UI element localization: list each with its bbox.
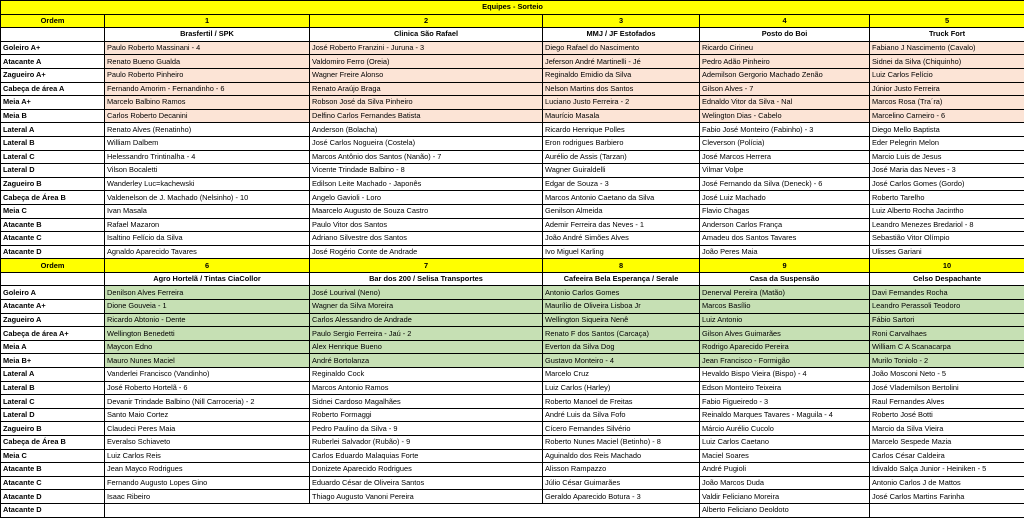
- player-cell[interactable]: Sidnei Cardoso Magalhães: [310, 395, 543, 409]
- player-row: [1, 300, 1024, 314]
- player-cell[interactable]: Maycon Edno: [105, 340, 310, 354]
- player-cell[interactable]: Murilo Toniolo - 2: [870, 354, 1024, 368]
- player-cell[interactable]: Paulo Roberto Massinani - 4: [105, 41, 310, 55]
- player-row: [1, 368, 1024, 382]
- player-row: [1, 408, 1024, 422]
- player-cell[interactable]: Cícero Fernandes Silvério: [543, 422, 700, 436]
- team-number-cell[interactable]: 6: [105, 259, 310, 273]
- player-cell[interactable]: Ricardo Cirineu: [700, 41, 870, 55]
- player-cell[interactable]: Vicente Trindade Balbino - 8: [310, 164, 543, 178]
- team-number-cell[interactable]: 2: [310, 14, 543, 28]
- empty-cell[interactable]: [1, 272, 105, 286]
- player-cell[interactable]: Aguinaldo dos Reis Machado: [543, 449, 700, 463]
- player-row: [1, 96, 1024, 110]
- player-cell[interactable]: Pedro Paulino da Silva - 9: [310, 422, 543, 436]
- player-cell[interactable]: Santo Maio Cortez: [105, 408, 310, 422]
- player-row: [1, 109, 1024, 123]
- position-cell[interactable]: Meia A: [1, 340, 105, 354]
- position-cell[interactable]: Lateral C: [1, 150, 105, 164]
- player-cell[interactable]: Renato Araújo Braga: [310, 82, 543, 96]
- position-cell[interactable]: Meia C: [1, 449, 105, 463]
- player-cell[interactable]: Renato Alves (Renatinho): [105, 123, 310, 137]
- player-cell[interactable]: Wanderley Luc=kachewski: [105, 177, 310, 191]
- player-cell[interactable]: William C A Scanacarpa: [870, 340, 1024, 354]
- player-cell[interactable]: Ivo Miguel Karling: [543, 245, 700, 259]
- position-cell[interactable]: Meia A+: [1, 96, 105, 110]
- player-cell[interactable]: Luiz Carlos Felício: [870, 68, 1024, 82]
- player-cell[interactable]: Luiz Alberto Rocha Jacintho: [870, 204, 1024, 218]
- team-name-cell[interactable]: Cafeeira Bela Esperança / Serale: [543, 272, 700, 286]
- player-cell[interactable]: Roberto José Botti: [870, 408, 1024, 422]
- player-cell[interactable]: José Vlademilson Bertolini: [870, 381, 1024, 395]
- team-number-cell[interactable]: 7: [310, 259, 543, 273]
- player-cell[interactable]: Flavio Chagas: [700, 204, 870, 218]
- player-cell[interactable]: Antonio Carlos Gomes: [543, 286, 700, 300]
- player-cell[interactable]: Maarcelo Augusto de Souza Castro: [310, 204, 543, 218]
- player-cell[interactable]: Eron rodrigues Barbiero: [543, 136, 700, 150]
- player-cell[interactable]: Amadeu dos Santos Tavares: [700, 232, 870, 246]
- player-cell[interactable]: João Marcos Duda: [700, 476, 870, 490]
- team-name-cell[interactable]: Truck Fort: [870, 28, 1024, 42]
- position-cell[interactable]: Atacante C: [1, 476, 105, 490]
- player-cell[interactable]: Marcos Rosa (Tra´ra): [870, 96, 1024, 110]
- team-name-row: [1, 28, 1024, 42]
- player-cell[interactable]: Paulo Vitor dos Santos: [310, 218, 543, 232]
- player-row: [1, 313, 1024, 327]
- player-cell[interactable]: João Mosconi Neto - 5: [870, 368, 1024, 382]
- player-cell[interactable]: Gilson Alves Guimarães: [700, 327, 870, 341]
- position-cell[interactable]: Atacante A: [1, 55, 105, 69]
- player-cell[interactable]: Valdenelson de J. Machado (Nelsinho) - 10: [105, 191, 310, 205]
- player-cell[interactable]: Carlos Eduardo Malaquias Forte: [310, 449, 543, 463]
- player-cell[interactable]: Mauro Nunes Maciel: [105, 354, 310, 368]
- position-cell[interactable]: Lateral D: [1, 164, 105, 178]
- player-cell[interactable]: Luciano Justo Ferreira - 2: [543, 96, 700, 110]
- player-cell[interactable]: Sebastião Vitor Olímpio: [870, 232, 1024, 246]
- team-name-cell[interactable]: Agro Hortelã / Tintas CiaCollor: [105, 272, 310, 286]
- position-cell[interactable]: Lateral A: [1, 123, 105, 137]
- player-cell[interactable]: Edson Monteiro Teixeira: [700, 381, 870, 395]
- position-cell[interactable]: Zagueiro B: [1, 422, 105, 436]
- player-cell[interactable]: Carlos Roberto Decanini: [105, 109, 310, 123]
- player-cell[interactable]: Fernando Augusto Lopes Gino: [105, 476, 310, 490]
- player-cell[interactable]: Pedro Adão Pinheiro: [700, 55, 870, 69]
- player-cell[interactable]: José Carlos Martins Farinha: [870, 490, 1024, 504]
- player-cell[interactable]: Jean Mayco Rodrigues: [105, 463, 310, 477]
- team-number-row: [1, 14, 1024, 28]
- player-cell[interactable]: Ricardo Henrique Polles: [543, 123, 700, 137]
- player-cell[interactable]: Vilson Bocaletti: [105, 164, 310, 178]
- player-cell[interactable]: Claudeci Peres Maia: [105, 422, 310, 436]
- team-name-cell[interactable]: Posto do Boi: [700, 28, 870, 42]
- team-name-cell[interactable]: Bar dos 200 / Selisa Transportes: [310, 272, 543, 286]
- player-cell[interactable]: Anderson Carlos França: [700, 218, 870, 232]
- player-cell[interactable]: José Rogério Conte de Andrade: [310, 245, 543, 259]
- player-cell[interactable]: Rodrigo Aparecido Pereira: [700, 340, 870, 354]
- player-cell[interactable]: Roberto Formaggi: [310, 408, 543, 422]
- player-cell[interactable]: Paulo Sergio Ferreira - Jaú - 2: [310, 327, 543, 341]
- player-cell[interactable]: Marcio da Silva Vieira: [870, 422, 1024, 436]
- player-cell[interactable]: Leandro Perassoli Teodoro: [870, 300, 1024, 314]
- player-cell[interactable]: Genilson Almeida: [543, 204, 700, 218]
- player-row: [1, 476, 1024, 490]
- empty-cell[interactable]: [105, 503, 700, 517]
- player-cell[interactable]: Maurílio de Oliveira Lisboa Jr: [543, 300, 700, 314]
- player-cell[interactable]: José Carlos Gomes (Gordo): [870, 177, 1024, 191]
- player-cell[interactable]: Gustavo Monteiro - 4: [543, 354, 700, 368]
- player-cell[interactable]: Nelson Martins dos Santos: [543, 82, 700, 96]
- player-cell[interactable]: José Maria das Neves - 3: [870, 164, 1024, 178]
- player-cell[interactable]: José Luiz Machado: [700, 191, 870, 205]
- player-row: [1, 177, 1024, 191]
- position-cell[interactable]: Cabeça de área A+: [1, 327, 105, 341]
- player-cell[interactable]: Edgar de Souza - 3: [543, 177, 700, 191]
- player-cell[interactable]: Devanir Trindade Balbino (Nill Carroceria) - 2: [105, 395, 310, 409]
- player-cell[interactable]: Júlio César Guimarães: [543, 476, 700, 490]
- position-cell[interactable]: Cabeça de Área B: [1, 436, 105, 450]
- player-cell[interactable]: Eduardo César de Oliveira Santos: [310, 476, 543, 490]
- player-cell[interactable]: Marcelo Sespede Mazia: [870, 436, 1024, 450]
- player-cell[interactable]: Marcos Antonio Ramos: [310, 381, 543, 395]
- player-row: [1, 395, 1024, 409]
- sheet-body: [1, 1, 1024, 518]
- position-cell[interactable]: Zagueiro A: [1, 313, 105, 327]
- player-cell[interactable]: Roberto Manoel de Freitas: [543, 395, 700, 409]
- player-cell[interactable]: Vilmar Volpe: [700, 164, 870, 178]
- player-cell[interactable]: Diego Rafael do Nascimento: [543, 41, 700, 55]
- position-cell[interactable]: Lateral B: [1, 381, 105, 395]
- player-row: [1, 191, 1024, 205]
- player-row: [1, 463, 1024, 477]
- player-cell[interactable]: Valdir Feliciano Moreira: [700, 490, 870, 504]
- position-cell[interactable]: Atacante D: [1, 245, 105, 259]
- player-row-extra: [1, 503, 1024, 517]
- player-cell[interactable]: André Bortolanza: [310, 354, 543, 368]
- player-cell[interactable]: Reginaldo Emidio da Silva: [543, 68, 700, 82]
- player-cell[interactable]: Everalso Schiaveto: [105, 436, 310, 450]
- player-cell[interactable]: Rafael Mazaron: [105, 218, 310, 232]
- player-row: [1, 41, 1024, 55]
- player-cell[interactable]: João Peres Maia: [700, 245, 870, 259]
- player-cell[interactable]: José Carlos Nogueira (Costela): [310, 136, 543, 150]
- player-row: [1, 422, 1024, 436]
- player-row: [1, 164, 1024, 178]
- player-cell[interactable]: Wagner Freire Alonso: [310, 68, 543, 82]
- player-cell[interactable]: Wagner Guiraldelli: [543, 164, 700, 178]
- position-cell[interactable]: Atacante B: [1, 463, 105, 477]
- player-cell[interactable]: Helessandro Trintinalha - 4: [105, 150, 310, 164]
- player-cell[interactable]: Luiz Carlos Caetano: [700, 436, 870, 450]
- position-cell[interactable]: Cabeça de Área B: [1, 191, 105, 205]
- position-cell[interactable]: Meia B: [1, 109, 105, 123]
- player-cell[interactable]: Luiz Carlos (Harley): [543, 381, 700, 395]
- position-cell[interactable]: Cabeça de área A: [1, 82, 105, 96]
- position-cell[interactable]: Lateral D: [1, 408, 105, 422]
- player-cell[interactable]: José Fernando da Silva (Deneck) - 6: [700, 177, 870, 191]
- player-cell[interactable]: Fabiano J Nascimento (Cavalo): [870, 41, 1024, 55]
- player-cell[interactable]: Edilson Leite Machado - Japonês: [310, 177, 543, 191]
- player-cell[interactable]: Fábio Sartori: [870, 313, 1024, 327]
- player-cell[interactable]: Leandro Menezes Bredariol - 8: [870, 218, 1024, 232]
- player-cell[interactable]: Carlos César Caldeira: [870, 449, 1024, 463]
- team-number-cell[interactable]: 8: [543, 259, 700, 273]
- player-cell[interactable]: Fabio José Monteiro (Fabinho) - 3: [700, 123, 870, 137]
- player-row: [1, 340, 1024, 354]
- player-cell[interactable]: Wellington Siqueira Nenê: [543, 313, 700, 327]
- position-cell[interactable]: Zagueiro A+: [1, 68, 105, 82]
- player-cell[interactable]: Marcos Basílio: [700, 300, 870, 314]
- player-cell[interactable]: Geraldo Aparecido Botura - 3: [543, 490, 700, 504]
- player-cell[interactable]: Renato Bueno Gualda: [105, 55, 310, 69]
- player-cell[interactable]: Marcelo Cruz: [543, 368, 700, 382]
- player-cell[interactable]: Raul Fernandes Alves: [870, 395, 1024, 409]
- player-cell[interactable]: Anderson (Bolacha): [310, 123, 543, 137]
- position-cell[interactable]: Atacante D: [1, 490, 105, 504]
- player-cell[interactable]: Ademir Ferreira das Neves - 1: [543, 218, 700, 232]
- player-cell[interactable]: Ricardo Abtonio - Dente: [105, 313, 310, 327]
- player-cell[interactable]: Marcos Antonio Caetano da Silva: [543, 191, 700, 205]
- player-cell[interactable]: José Roberto Hortelã - 6: [105, 381, 310, 395]
- player-cell[interactable]: William Dalbem: [105, 136, 310, 150]
- player-cell[interactable]: José Marcos Herrera: [700, 150, 870, 164]
- player-row: [1, 490, 1024, 504]
- player-cell[interactable]: Paulo Roberto Pinheiro: [105, 68, 310, 82]
- empty-cell[interactable]: [870, 503, 1024, 517]
- player-cell[interactable]: Carlos Alessandro de Andrade: [310, 313, 543, 327]
- player-cell[interactable]: Ademilson Gergorio Machado Zenão: [700, 68, 870, 82]
- ordem-label-cell[interactable]: Ordem: [1, 259, 105, 273]
- player-cell[interactable]: André Luis da Silva Fofo: [543, 408, 700, 422]
- player-cell[interactable]: Angelo Gavioli - Loro: [310, 191, 543, 205]
- player-cell[interactable]: Valdomiro Ferro (Oreia): [310, 55, 543, 69]
- player-cell[interactable]: Júnior Justo Ferreira: [870, 82, 1024, 96]
- team-number-cell[interactable]: 1: [105, 14, 310, 28]
- team-number-cell[interactable]: 5: [870, 14, 1024, 28]
- player-cell[interactable]: Cleverson (Polícia): [700, 136, 870, 150]
- player-cell[interactable]: Donizete Aparecido Rodrigues: [310, 463, 543, 477]
- team-name-cell[interactable]: Clinica São Rafael: [310, 28, 543, 42]
- player-cell[interactable]: Welington Dias - Cabelo: [700, 109, 870, 123]
- player-cell[interactable]: Idivaldo Salça Junior - Heiniken - 5: [870, 463, 1024, 477]
- player-cell[interactable]: Maciel Soares: [700, 449, 870, 463]
- player-cell[interactable]: Ruberlei Salvador (Rubão) - 9: [310, 436, 543, 450]
- player-cell[interactable]: Alberto Feliciano Deoldoto: [700, 503, 870, 517]
- position-cell[interactable]: Atacante B: [1, 218, 105, 232]
- position-cell[interactable]: Lateral C: [1, 395, 105, 409]
- position-cell[interactable]: Meia B+: [1, 354, 105, 368]
- player-cell[interactable]: Reinaldo Marques Tavares - Maguila - 4: [700, 408, 870, 422]
- team-name-cell[interactable]: Celso Despachante: [870, 272, 1024, 286]
- position-cell[interactable]: Zagueiro B: [1, 177, 105, 191]
- player-cell[interactable]: Roberto Nunes Maciel (Betinho) - 8: [543, 436, 700, 450]
- team-number-cell[interactable]: 3: [543, 14, 700, 28]
- player-cell[interactable]: Ivan Masala: [105, 204, 310, 218]
- sheet-title-cell[interactable]: Equipes - Sorteio: [1, 1, 1024, 15]
- player-cell[interactable]: Reginaldo Cock: [310, 368, 543, 382]
- player-cell[interactable]: Vanderlei Francisco (Vandinho): [105, 368, 310, 382]
- player-cell[interactable]: Diego Mello Baptista: [870, 123, 1024, 137]
- position-cell[interactable]: Atacante C: [1, 232, 105, 246]
- player-cell[interactable]: Alex Henrique Bueno: [310, 340, 543, 354]
- player-cell[interactable]: Eder Pelegrin Melon: [870, 136, 1024, 150]
- player-cell[interactable]: Gilson Alves - 7: [700, 82, 870, 96]
- player-cell[interactable]: Davi Fernandes Rocha: [870, 286, 1024, 300]
- player-cell[interactable]: Marcos Antônio dos Santos (Nanão) - 7: [310, 150, 543, 164]
- player-cell[interactable]: Everton da Silva Dog: [543, 340, 700, 354]
- player-row: [1, 136, 1024, 150]
- team-number-cell[interactable]: 10: [870, 259, 1024, 273]
- team-name-cell[interactable]: Casa da Suspensão: [700, 272, 870, 286]
- player-cell[interactable]: Robson José da Silva Pinheiro: [310, 96, 543, 110]
- player-cell[interactable]: Roni Carvalhaes: [870, 327, 1024, 341]
- position-cell[interactable]: Goleiro A+: [1, 41, 105, 55]
- player-cell[interactable]: Hevaldo Bispo Vieira (Bispo) - 4: [700, 368, 870, 382]
- player-cell[interactable]: Delfino Carlos Fernandes Batista: [310, 109, 543, 123]
- player-cell[interactable]: Isaac Ribeiro: [105, 490, 310, 504]
- player-row: [1, 204, 1024, 218]
- player-row: [1, 123, 1024, 137]
- player-cell[interactable]: Jeferson André Martinelli - Jé: [543, 55, 700, 69]
- player-cell[interactable]: Luiz Antonio: [700, 313, 870, 327]
- position-cell[interactable]: Goleiro A: [1, 286, 105, 300]
- player-cell[interactable]: André Pugioli: [700, 463, 870, 477]
- player-cell[interactable]: Márcio Aurélio Cucolo: [700, 422, 870, 436]
- title-row: [1, 1, 1024, 15]
- player-cell[interactable]: Dione Gouveia - 1: [105, 300, 310, 314]
- player-cell[interactable]: Luiz Carlos Reis: [105, 449, 310, 463]
- player-cell[interactable]: José Roberto Franzini - Juruna - 3: [310, 41, 543, 55]
- team-name-cell[interactable]: Brasfertil / SPK: [105, 28, 310, 42]
- player-row: [1, 286, 1024, 300]
- player-cell[interactable]: Fernando Amorim - Fernandinho - 6: [105, 82, 310, 96]
- player-row: [1, 82, 1024, 96]
- team-number-cell[interactable]: 9: [700, 259, 870, 273]
- player-row: [1, 218, 1024, 232]
- player-cell[interactable]: Fabio Figueiredo - 3: [700, 395, 870, 409]
- position-cell[interactable]: Atacante A+: [1, 300, 105, 314]
- player-row: [1, 245, 1024, 259]
- player-row: [1, 436, 1024, 450]
- player-cell[interactable]: Marcio Luis de Jesus: [870, 150, 1024, 164]
- player-row: [1, 327, 1024, 341]
- team-number-cell[interactable]: 4: [700, 14, 870, 28]
- team-name-cell[interactable]: MMJ / JF Estofados: [543, 28, 700, 42]
- player-cell[interactable]: Agnaldo Aparecido Tavares: [105, 245, 310, 259]
- player-cell[interactable]: Denerval Pereira (Matão): [700, 286, 870, 300]
- player-row: [1, 381, 1024, 395]
- ordem-label-cell[interactable]: Ordem: [1, 14, 105, 28]
- player-cell[interactable]: Thiago Augusto Vanoni Pereira: [310, 490, 543, 504]
- player-cell[interactable]: Wellington Benedetti: [105, 327, 310, 341]
- player-cell[interactable]: Ulisses Gariani: [870, 245, 1024, 259]
- player-cell[interactable]: Alisson Rampazzo: [543, 463, 700, 477]
- position-cell[interactable]: Atacante D: [1, 503, 105, 517]
- player-cell[interactable]: Renato F dos Santos (Carcaça): [543, 327, 700, 341]
- player-cell[interactable]: Maurício Masala: [543, 109, 700, 123]
- player-row: [1, 55, 1024, 69]
- player-cell[interactable]: Antonio Carlos J de Mattos: [870, 476, 1024, 490]
- team-name-row: [1, 272, 1024, 286]
- position-cell[interactable]: Lateral B: [1, 136, 105, 150]
- player-cell[interactable]: Wagner da Silva Moreira: [310, 300, 543, 314]
- position-cell[interactable]: Meia C: [1, 204, 105, 218]
- player-cell[interactable]: Marcelino Carneiro - 6: [870, 109, 1024, 123]
- player-cell[interactable]: Jean Francisco - Formigão: [700, 354, 870, 368]
- player-cell[interactable]: Aurélio de Assis (Tarzan): [543, 150, 700, 164]
- player-row: [1, 354, 1024, 368]
- empty-cell[interactable]: [1, 28, 105, 42]
- player-cell[interactable]: Marcelo Balbino Ramos: [105, 96, 310, 110]
- player-row: [1, 68, 1024, 82]
- player-cell[interactable]: Ednaldo Vitor da Silva - Nal: [700, 96, 870, 110]
- player-cell[interactable]: Denilson Alves Ferreira: [105, 286, 310, 300]
- player-cell[interactable]: João André Simões Alves: [543, 232, 700, 246]
- player-cell[interactable]: Roberto Tarelho: [870, 191, 1024, 205]
- player-row: [1, 150, 1024, 164]
- player-cell[interactable]: Isaltino Felício da Silva: [105, 232, 310, 246]
- player-cell[interactable]: Sidnei da Silva (Chiquinho): [870, 55, 1024, 69]
- player-row: [1, 232, 1024, 246]
- position-cell[interactable]: Lateral A: [1, 368, 105, 382]
- team-number-row: [1, 259, 1024, 273]
- player-cell[interactable]: José Lourival (Neno): [310, 286, 543, 300]
- player-cell[interactable]: Adriano Silvestre dos Santos: [310, 232, 543, 246]
- player-row: [1, 449, 1024, 463]
